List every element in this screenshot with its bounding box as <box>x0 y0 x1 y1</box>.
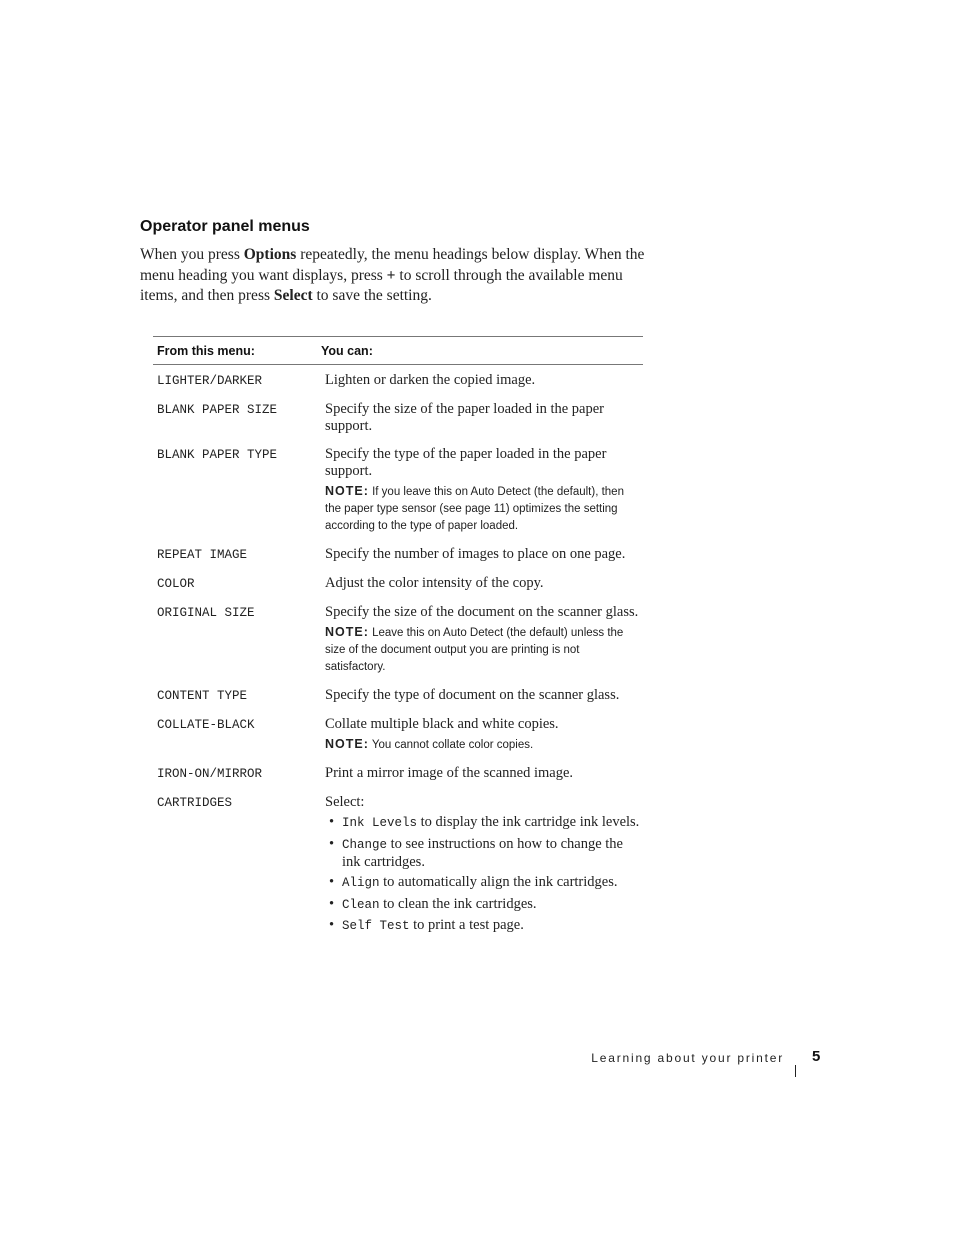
options-key-label: Options <box>243 246 297 263</box>
bullet-icon: • <box>329 814 335 830</box>
list-item <box>325 874 643 892</box>
cartridge-options-list <box>325 814 643 935</box>
table-row <box>153 794 643 939</box>
intro-paragraph <box>140 245 650 307</box>
intro-text: to scroll through the available menu items, and then press <box>140 266 623 304</box>
list-item <box>325 836 643 871</box>
option-code: Change <box>342 837 388 852</box>
select-key-label: Select <box>273 287 313 304</box>
bullet-icon: • <box>329 874 335 890</box>
menu-name: IRON-ON/MIRROR <box>157 767 263 781</box>
table-row <box>153 401 643 435</box>
option-code: Ink Levels <box>342 816 418 830</box>
table-row <box>153 687 643 705</box>
table-row <box>153 765 643 783</box>
list-item <box>325 814 643 832</box>
menu-name: COLOR <box>157 577 195 591</box>
note-text: You cannot collate color copies. <box>368 739 534 751</box>
menu-name: BLANK PAPER TYPE <box>157 448 278 462</box>
table-row <box>153 575 643 593</box>
menu-description: Specify the type of the paper loaded in the paper support. <box>325 446 607 479</box>
bullet-icon: • <box>329 895 335 912</box>
header-you-can: You can: <box>321 343 373 358</box>
menu-description: Adjust the color intensity of the copy. <box>325 575 544 591</box>
note-text: If you leave this on Auto Detect (the default), then the paper type sensor (see page 11) optimizes the setting according to the type of paper loaded. <box>325 486 624 532</box>
table-header <box>153 336 643 365</box>
note-label: NOTE: <box>325 737 369 751</box>
menu-name: CARTRIDGES <box>157 796 233 810</box>
bullet-icon: • <box>329 917 335 933</box>
option-text: to see instructions on how to change the ink cartridges. <box>342 835 623 870</box>
note <box>325 736 643 754</box>
menu-description: Collate multiple black and white copies. <box>325 716 559 732</box>
note-label: NOTE: <box>325 484 369 498</box>
header-from-menu: From this menu: <box>157 343 255 358</box>
option-code: Self Test <box>342 919 410 933</box>
list-item <box>325 917 643 935</box>
menu-table <box>153 336 643 950</box>
table-row <box>153 604 643 676</box>
intro-text: When you press <box>140 246 244 263</box>
option-code: Clean <box>342 897 380 912</box>
table-row <box>153 372 643 390</box>
option-text: to print a test page. <box>409 917 524 933</box>
page-number: 5 <box>812 1048 821 1065</box>
option-text: to display the ink cartridge ink levels. <box>417 814 640 830</box>
option-code: Align <box>342 876 380 890</box>
option-text: to clean the ink cartridges. <box>379 895 537 912</box>
note <box>325 624 643 676</box>
intro-text: to save the setting. <box>312 287 432 304</box>
table-row <box>153 446 643 535</box>
menu-description: Specify the number of images to place on one page. <box>325 546 626 562</box>
table-row <box>153 546 643 564</box>
bullet-icon: • <box>329 835 335 852</box>
list-item <box>325 896 643 914</box>
menu-description: Specify the type of document on the scanner glass. <box>325 687 620 703</box>
menu-description: Specify the size of the document on the scanner glass. <box>325 604 639 620</box>
menu-name: LIGHTER/DARKER <box>157 374 263 388</box>
menu-name: CONTENT TYPE <box>157 689 248 703</box>
intro-text: repeatedly, the menu headings below display. When the menu heading you want displays, press <box>140 246 645 284</box>
menu-name: ORIGINAL SIZE <box>157 606 255 620</box>
menu-description: Lighten or darken the copied image. <box>325 372 536 388</box>
footer-chapter-title: Learning about your printer <box>591 1051 784 1065</box>
menu-description: Specify the size of the paper loaded in the paper support. <box>325 401 605 434</box>
menu-name: BLANK PAPER SIZE <box>157 403 278 417</box>
menu-description: Print a mirror image of the scanned image. <box>325 765 574 781</box>
menu-name: COLLATE-BLACK <box>157 718 255 732</box>
plus-key-label: + <box>386 266 396 284</box>
option-text: to automatically align the ink cartridges. <box>379 874 618 890</box>
table-row <box>153 716 643 754</box>
menu-name: REPEAT IMAGE <box>157 548 248 562</box>
note-label: NOTE: <box>325 625 369 639</box>
footer-divider <box>795 1065 796 1077</box>
note-text: Leave this on Auto Detect (the default) unless the size of the document output you are printing is not satisfactory. <box>325 627 624 673</box>
section-title: Operator panel menus <box>140 218 310 235</box>
menu-description: Select: <box>325 794 365 810</box>
note <box>325 483 643 535</box>
